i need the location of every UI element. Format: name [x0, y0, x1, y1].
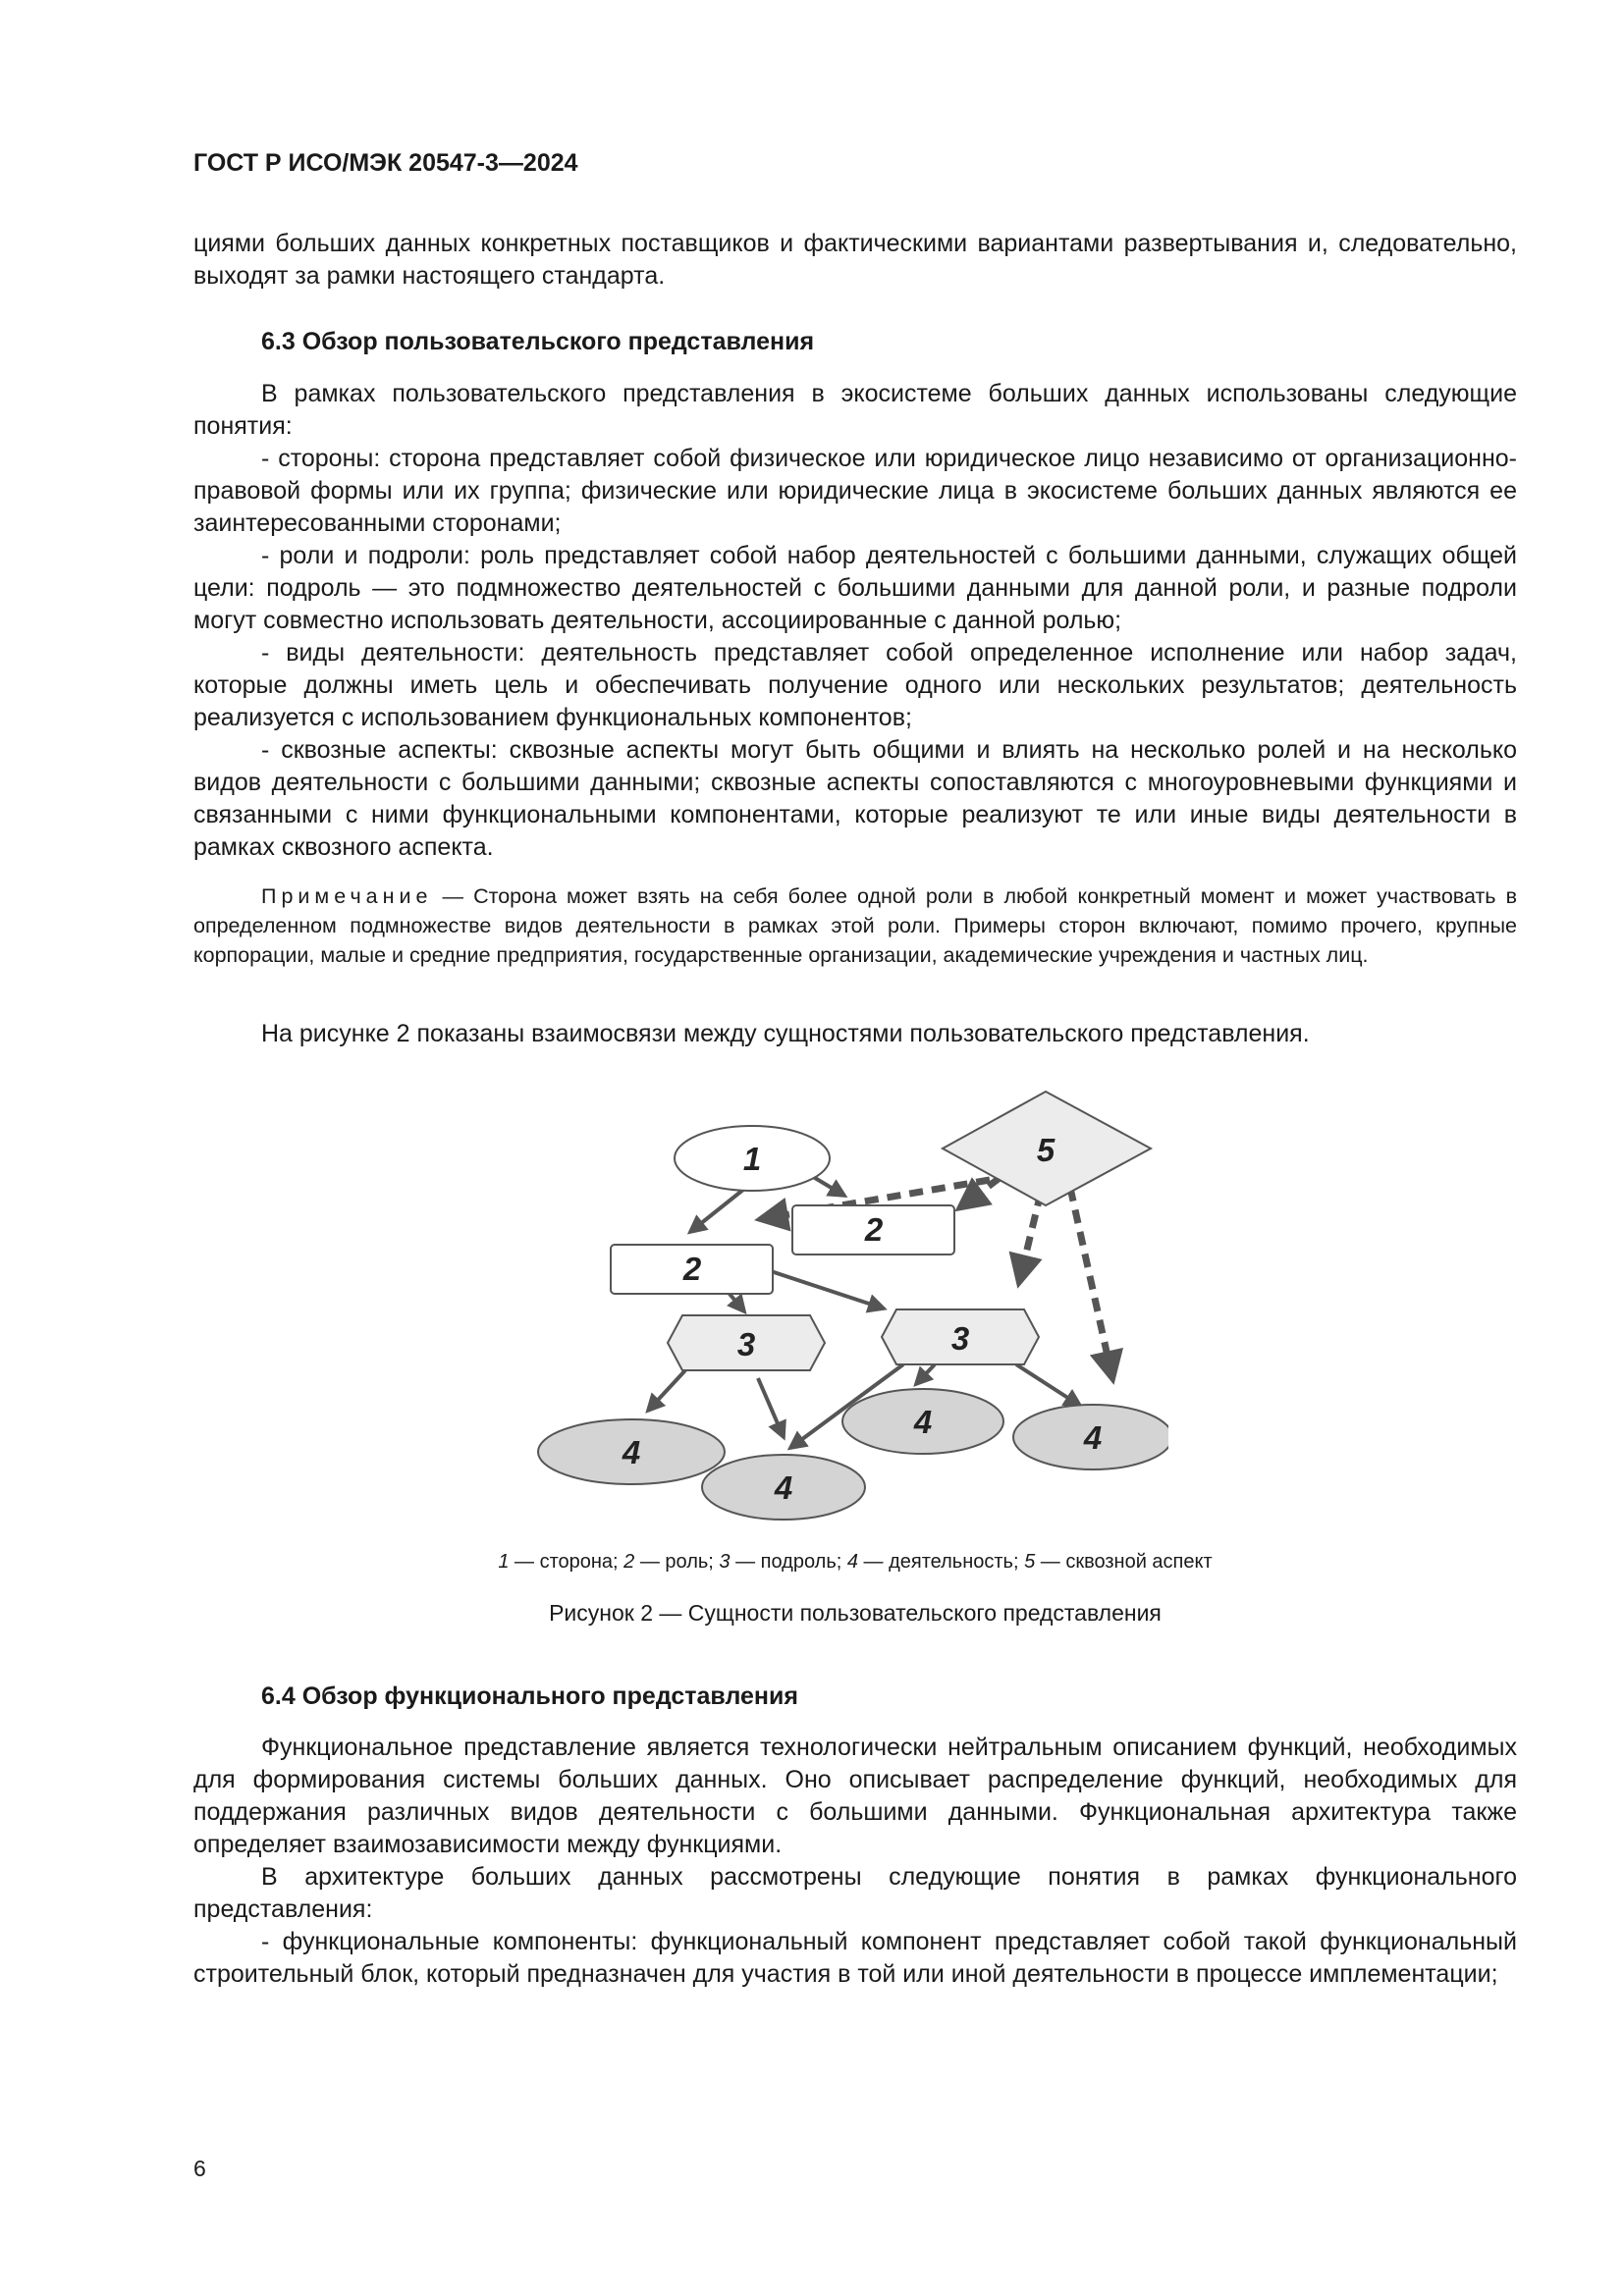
legend-num: 5: [1024, 1551, 1036, 1573]
functional-components-item: - функциональные компоненты: функциональный компонент представляет собой такой функциональный строительный блок, который предназначен для участия в той или иной деятельности в процессе имплементации;: [193, 1928, 1517, 1988]
dashed-arrow-aspect-to-subrole: [1019, 1193, 1041, 1282]
section-6-4-title: 6.4 Обзор функционального представления: [261, 1682, 798, 1710]
figure-caption: Рисунок 2 — Сущности пользовательского представления: [549, 1600, 1162, 1626]
arrow-subrole-a-to-activity-b: [758, 1378, 784, 1437]
page-number: 6: [193, 2156, 206, 2181]
section-6-4-paragraph-2: В архитектуре больших данных рассмотрены следующие понятия в рамках функционального представления:: [193, 1863, 1517, 1923]
note-label: Примечание: [261, 884, 433, 908]
activity-label-a: 4: [622, 1434, 641, 1470]
user-view-diagram: [530, 1070, 1168, 1541]
legend-num: 2: [623, 1551, 635, 1573]
legend-text: — деятельность;: [857, 1551, 1025, 1573]
concept-item-parties: - стороны: сторона представляет собой физическое или юридическое лицо независимо от организационно-правовой формы или их группа; физические или юридические лица в экосистеме больших данных являются ее заинтересованными сторонами;: [193, 445, 1517, 537]
arrow-subrole-b-to-activity-d: [1016, 1364, 1080, 1406]
activity-label-c: 4: [913, 1404, 933, 1440]
document-header: ГОСТ Р ИСО/МЭК 20547-3—2024: [193, 149, 578, 177]
note-paragraph: [193, 881, 1517, 970]
arrow-subrole-a-to-activity-a: [648, 1370, 685, 1411]
legend-text: — сторона;: [509, 1551, 624, 1573]
continuation-paragraph: циями больших данных конкретных поставщиков и фактическими вариантами развертывания и, следовательно, выходят за рамки настоящего стандарта.: [193, 230, 1517, 290]
subrole-label-b: 3: [950, 1320, 970, 1357]
section-6-3-title: 6.3 Обзор пользовательского представления: [261, 328, 815, 355]
party-label: 1: [742, 1141, 762, 1177]
concept-item-roles: - роли и подроли: роль представляет собой набор деятельностей с большими данными, служащих общей цели: подроль — это подмножество деятельностей с большими данными для данной роли, и разные подроли могут совместно использовать деятельности, ассоциированные с данной ролью;: [193, 542, 1517, 634]
subrole-label-a: 3: [736, 1326, 756, 1362]
arrow-subrole-b-to-activity-c: [916, 1364, 935, 1384]
role-label-b: 2: [864, 1211, 884, 1248]
section-6-3-intro: В рамках пользовательского представления в экосистеме больших данных использованы следующие понятия:: [193, 380, 1517, 440]
activity-label-d: 4: [1083, 1419, 1103, 1456]
activity-label-b: 4: [774, 1469, 793, 1506]
arrow-role-to-subrole-b: [768, 1270, 884, 1308]
cross-aspect-label: 5: [1036, 1132, 1056, 1168]
concept-item-cross-aspects: - сквозные аспекты: сквозные аспекты могут быть общими и влиять на несколько ролей и на несколько видов деятельности с большими данными; сквозные аспекты сопоставляются с многоуровневыми функциями и связанными с ними функциональными компонентами, которые реализуют те или иные виды деятельности в рамках сквозного аспекта.: [193, 736, 1517, 861]
concept-item-activities: - виды деятельности: деятельность представляет собой определенное исполнение или набор задач, которые должны иметь цель и обеспечивать получение одного или нескольких результатов; деятельность реализуется с использованием функциональных компонентов;: [193, 639, 1517, 731]
figure-reference: На рисунке 2 показаны взаимосвязи между сущностями пользовательского представления.: [261, 1020, 1310, 1047]
dashed-arrow-aspect-to-activity: [1070, 1188, 1112, 1378]
note-text: — Сторона может взять на себя более одной роли в любой конкретный момент и может участвовать в определенном подмножестве видов деятельности в рамках этой роли. Примеры сторон включают, помимо прочего, крупные корпорации, малые и средние предприятия, государственные организации, академические учреждения и частных лиц.: [193, 884, 1517, 967]
legend-num: 4: [846, 1551, 858, 1573]
legend-text: — подроль;: [730, 1551, 847, 1573]
legend-num: 1: [498, 1551, 510, 1573]
legend-text: — роль;: [634, 1551, 720, 1573]
legend-num: 3: [719, 1551, 731, 1573]
section-6-4-paragraph-1: Функциональное представление является технологически нейтральным описанием функций, необходимых для формирования системы больших данных. Оно описывает распределение функций, необходимых для поддержания различных видов деятельности с большими данными. Функциональная архитектура также определяет взаимозависимости между функциями.: [193, 1734, 1517, 1858]
figure-legend: [193, 1551, 1517, 1574]
legend-text: — сквозной аспект: [1035, 1551, 1213, 1573]
arrow-party-to-role-a: [690, 1186, 748, 1232]
role-label-a: 2: [682, 1251, 702, 1287]
